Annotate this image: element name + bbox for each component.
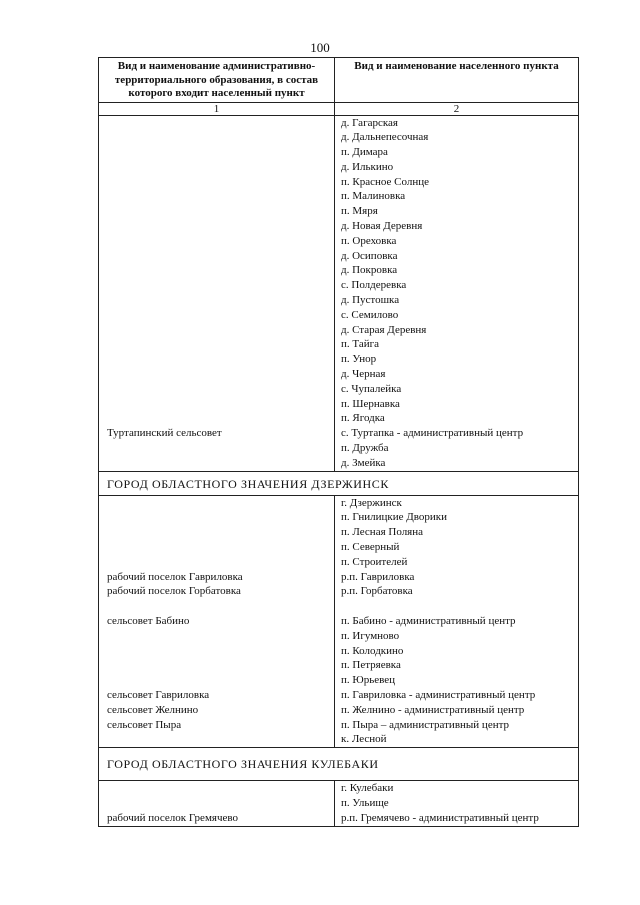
district-line xyxy=(99,496,334,511)
district-line xyxy=(99,658,334,673)
settlement-line: д. Пустошка xyxy=(341,294,400,307)
settlement-line: п. Северный xyxy=(341,541,400,554)
district-cell xyxy=(99,115,335,471)
settlement-line: п. Унор xyxy=(341,353,377,366)
settlement-line: г. Кулебаки xyxy=(341,782,394,795)
settlement-line: п. Ягодка xyxy=(341,412,385,425)
settlement-line: с. Чупалейка xyxy=(341,382,402,395)
settlement-line: п. Строителей xyxy=(341,555,408,568)
settlement-line: п. Колодкино xyxy=(341,644,404,657)
district-line xyxy=(99,293,334,308)
settlement-line: п. Гавриловка - административный центр xyxy=(341,688,536,701)
settlement-line: с. Туртапка - административный центр xyxy=(341,427,524,440)
district-line: сельсовет Бабино xyxy=(107,615,190,627)
district-line xyxy=(99,337,334,352)
settlement-line: п. Игумново xyxy=(341,629,400,642)
district-line xyxy=(99,263,334,278)
settlement-line: с. Семилово xyxy=(341,308,399,321)
column-number-row xyxy=(99,102,579,115)
settlement-line: р.п. Гремячево - административный центр xyxy=(341,811,539,824)
settlements-cell xyxy=(335,495,579,748)
settlement-line: д. Змейка xyxy=(341,456,386,469)
district-line: сельсовет Пыра xyxy=(107,718,182,731)
district-line: рабочий поселок Горбатовка xyxy=(107,585,241,598)
district-line xyxy=(99,411,334,426)
district-line xyxy=(99,510,334,525)
section-row xyxy=(99,471,579,495)
settlement-line: п. Ореховка xyxy=(341,234,397,247)
settlement-line: р.п. Гавриловка xyxy=(341,570,415,583)
district-line xyxy=(99,145,334,160)
header-col-2: Вид и наименование населенного пункта xyxy=(335,58,579,103)
settlement-line: п. Желнино - административный центр xyxy=(341,703,525,716)
district-line: рабочий поселок Гавриловка xyxy=(107,570,243,583)
district-line xyxy=(99,555,334,570)
district-line: Туртапинский сельсовет xyxy=(107,427,222,440)
district-cell xyxy=(99,781,335,826)
settlement-line: п. Шернавка xyxy=(341,397,400,410)
district-line xyxy=(99,116,334,131)
settlement-line: п. Гнилицкие Дворики xyxy=(341,511,447,524)
district-line xyxy=(99,278,334,293)
table-header-row xyxy=(99,58,579,103)
district-line xyxy=(99,175,334,190)
settlements-cell xyxy=(335,781,579,826)
settlement-line: п. Петряевка xyxy=(341,659,401,672)
settlement-line: п. Бабино - административный центр xyxy=(341,615,516,627)
section-title: ГОРОД ОБЛАСТНОГО ЗНАЧЕНИЯ ДЗЕРЖИНСК xyxy=(99,471,579,495)
settlement-line: п. Ульище xyxy=(341,796,389,809)
district-line xyxy=(99,732,334,747)
district-line xyxy=(99,130,334,145)
district-line xyxy=(99,219,334,234)
district-line: сельсовет Гавриловка xyxy=(107,688,210,701)
settlement-line: п. Лесная Поляна xyxy=(341,526,424,539)
settlement-line: д. Черная xyxy=(341,368,386,381)
header-col-1: Вид и наименование административно-территориального образования, в состав которого входит населенный пункт xyxy=(99,58,335,103)
district-line xyxy=(99,441,334,456)
district-line xyxy=(99,323,334,338)
settlement-line: д. Осиповка xyxy=(341,249,398,262)
settlement-line xyxy=(335,599,578,614)
settlement-line: п. Димара xyxy=(341,146,388,159)
district-line xyxy=(99,382,334,397)
district-line xyxy=(99,204,334,219)
section-title: ГОРОД ОБЛАСТНОГО ЗНАЧЕНИЯ КУЛЕБАКИ xyxy=(99,748,579,781)
district-line xyxy=(99,308,334,323)
settlement-line: п. Красное Солнце xyxy=(341,175,429,188)
settlement-line: д. Илькино xyxy=(341,160,394,173)
settlements-table xyxy=(98,57,579,827)
district-line: сельсовет Желнино xyxy=(107,703,199,716)
table-row xyxy=(99,781,579,826)
district-line xyxy=(99,629,334,644)
settlement-line: д. Старая Деревня xyxy=(341,323,427,336)
section-row xyxy=(99,748,579,781)
settlements-cell xyxy=(335,115,579,471)
district-line xyxy=(99,673,334,688)
district-line xyxy=(99,367,334,382)
district-line xyxy=(99,160,334,175)
settlement-line: г. Дзержинск xyxy=(341,496,402,509)
settlement-line: д. Покровка xyxy=(341,264,398,277)
settlement-line: п. Мяря xyxy=(341,205,378,218)
district-line xyxy=(99,644,334,659)
table-row xyxy=(99,115,579,471)
settlement-line: д. Дальнепесочная xyxy=(341,131,429,144)
settlement-line: п. Малиновка xyxy=(341,190,406,203)
settlement-line: п. Тайга xyxy=(341,338,379,351)
district-line xyxy=(99,796,334,811)
district-line xyxy=(99,352,334,367)
settlement-line: с. Полдеревка xyxy=(341,279,407,292)
district-line xyxy=(99,599,334,614)
column-number-2: 2 xyxy=(335,102,579,115)
district-line xyxy=(99,249,334,264)
page-number: 100 xyxy=(310,40,330,55)
district-line xyxy=(99,189,334,204)
district-line xyxy=(99,456,334,471)
district-line xyxy=(99,525,334,540)
district-cell xyxy=(99,495,335,748)
district-line xyxy=(99,234,334,249)
settlement-line: к. Лесной xyxy=(341,733,387,746)
settlement-line: п. Юрьевец xyxy=(341,674,395,687)
settlement-line: п. Дружба xyxy=(341,442,389,455)
settlement-line: р.п. Горбатовка xyxy=(341,585,413,598)
district-line: рабочий поселок Гремячево xyxy=(107,811,238,824)
settlement-line: п. Пыра – административный центр xyxy=(341,718,510,731)
table-row xyxy=(99,495,579,748)
settlement-line: д. Гагарская xyxy=(341,116,398,129)
district-line xyxy=(99,540,334,555)
settlement-line: д. Новая Деревня xyxy=(341,220,423,233)
district-line xyxy=(99,781,334,796)
column-number-1: 1 xyxy=(99,102,335,115)
district-line xyxy=(99,397,334,412)
